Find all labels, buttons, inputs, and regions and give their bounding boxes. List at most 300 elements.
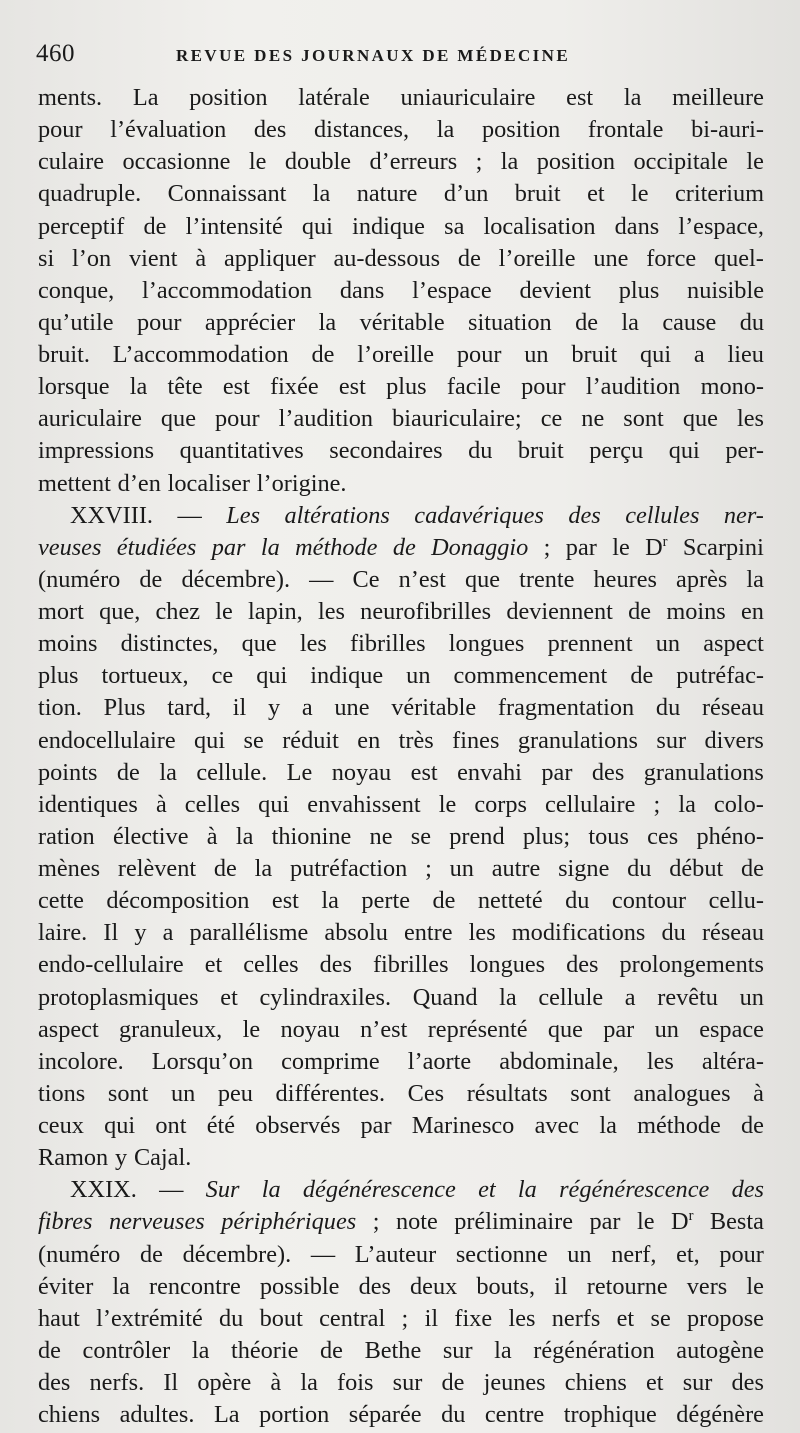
word: observés bbox=[255, 1112, 341, 1139]
word: et bbox=[646, 1369, 664, 1396]
text-line bbox=[38, 885, 764, 917]
word: conque, bbox=[38, 276, 115, 304]
word: sont bbox=[623, 405, 664, 433]
word: l’audition bbox=[585, 373, 681, 401]
word: fines bbox=[452, 726, 500, 754]
word: cellule bbox=[538, 983, 604, 1011]
word: de bbox=[38, 1336, 61, 1364]
word: à bbox=[753, 1079, 764, 1107]
word: XXVIII. bbox=[70, 501, 153, 529]
word: une bbox=[334, 694, 370, 722]
word: la bbox=[321, 887, 339, 915]
text-line bbox=[38, 146, 764, 178]
word: et bbox=[478, 1176, 496, 1204]
word: que bbox=[160, 405, 196, 433]
word: fibres bbox=[38, 1208, 93, 1236]
word: contour bbox=[611, 887, 687, 915]
word: endocellulaire bbox=[38, 726, 176, 754]
word: prennent bbox=[547, 630, 633, 658]
word: il bbox=[232, 694, 247, 722]
word: autogène bbox=[676, 1336, 764, 1364]
word: un bbox=[567, 1240, 592, 1268]
text-line bbox=[38, 1399, 764, 1431]
word: la bbox=[261, 1176, 281, 1204]
text-line bbox=[38, 435, 764, 467]
word: portion bbox=[259, 1401, 330, 1429]
word: les bbox=[508, 1304, 536, 1332]
word: ; bbox=[653, 790, 661, 818]
word: Besta bbox=[709, 1208, 764, 1236]
text-line bbox=[38, 114, 764, 146]
word: étudiées bbox=[116, 533, 197, 561]
word: l’extrémité bbox=[96, 1304, 203, 1332]
word: L’auteur bbox=[354, 1240, 437, 1268]
word: réduit bbox=[282, 726, 339, 754]
word: tion. bbox=[38, 694, 82, 722]
word: prolongements bbox=[619, 951, 764, 979]
word: il bbox=[424, 1304, 439, 1332]
word: l’on bbox=[72, 244, 112, 272]
word: un bbox=[654, 1015, 679, 1043]
word: des bbox=[591, 758, 625, 786]
word: le bbox=[248, 148, 267, 176]
word: si bbox=[38, 244, 55, 272]
word: cellulaire bbox=[545, 790, 636, 818]
word: incolore. bbox=[38, 1047, 124, 1075]
word: d’un bbox=[443, 180, 489, 208]
word: bruit bbox=[571, 341, 618, 368]
word: (numéro bbox=[38, 565, 121, 593]
word: situation bbox=[468, 308, 552, 336]
word: occasionne bbox=[122, 148, 231, 176]
word: position bbox=[189, 84, 268, 111]
word: vers bbox=[686, 1272, 728, 1300]
word: endo-cellulaire bbox=[38, 951, 184, 979]
word: longues bbox=[469, 951, 546, 979]
word: moins bbox=[38, 630, 98, 658]
word: n’est bbox=[360, 1015, 408, 1043]
word: granulations bbox=[517, 726, 638, 754]
word: est bbox=[338, 373, 366, 401]
word: qui bbox=[301, 212, 333, 240]
word: éviter bbox=[38, 1272, 94, 1300]
word: altérations bbox=[284, 501, 390, 529]
word: trophique bbox=[563, 1401, 657, 1429]
text-line bbox=[38, 564, 764, 596]
word: granuleux, bbox=[119, 1015, 223, 1043]
word: protoplasmiques bbox=[38, 983, 199, 1011]
word: l’espace, bbox=[678, 212, 764, 240]
word: par bbox=[589, 1208, 621, 1236]
word: haut bbox=[38, 1304, 80, 1332]
word: d’en bbox=[117, 469, 161, 497]
word: bruit bbox=[517, 437, 564, 465]
word: fibrilles bbox=[372, 951, 449, 979]
word: pour bbox=[38, 116, 83, 144]
word: des bbox=[358, 1272, 391, 1300]
word: le bbox=[242, 1015, 261, 1043]
word: ration bbox=[38, 822, 95, 850]
word: des bbox=[38, 1369, 71, 1396]
word: décembre). bbox=[182, 1240, 292, 1268]
word: dégénérescence bbox=[302, 1176, 456, 1204]
word: d’erreurs bbox=[369, 148, 458, 176]
word: a bbox=[624, 983, 636, 1011]
word: ne bbox=[369, 822, 393, 850]
word: Bethe bbox=[364, 1336, 422, 1364]
word: après bbox=[676, 565, 728, 593]
word: nerf, bbox=[611, 1240, 657, 1268]
word: contrôler bbox=[82, 1336, 171, 1364]
word: trente bbox=[519, 565, 575, 593]
word: la bbox=[129, 373, 148, 401]
word: perçu bbox=[589, 437, 644, 465]
word: bruit. bbox=[38, 341, 90, 368]
word: double bbox=[284, 148, 352, 176]
word: comprime bbox=[281, 1047, 380, 1075]
word: se bbox=[410, 822, 431, 850]
text-line bbox=[38, 1303, 764, 1335]
word: plus bbox=[386, 373, 427, 401]
text-line bbox=[38, 307, 764, 339]
text-line bbox=[38, 500, 764, 532]
text-line bbox=[38, 949, 764, 981]
text-line bbox=[38, 178, 764, 210]
word: ceux bbox=[38, 1112, 84, 1139]
word: un bbox=[170, 1079, 196, 1107]
word: la bbox=[260, 533, 280, 561]
word: la bbox=[746, 565, 764, 593]
word: central bbox=[319, 1304, 386, 1332]
word: La bbox=[132, 84, 159, 111]
word: adultes. bbox=[119, 1401, 195, 1429]
word: ; bbox=[543, 533, 551, 561]
word: le bbox=[746, 1272, 764, 1300]
text-line bbox=[38, 1367, 764, 1399]
word: biauriculaire; bbox=[392, 405, 522, 433]
word: parallélisme bbox=[189, 919, 309, 947]
text-line bbox=[38, 757, 764, 789]
word: se bbox=[243, 726, 264, 754]
word: des bbox=[566, 951, 599, 979]
word: jeunes bbox=[483, 1369, 546, 1396]
word: Il bbox=[163, 1369, 179, 1396]
word: de bbox=[139, 565, 163, 593]
word: très bbox=[398, 726, 434, 754]
word: nature bbox=[356, 180, 418, 208]
word: Les bbox=[226, 501, 261, 529]
word: aspect bbox=[38, 1015, 99, 1043]
word: de bbox=[320, 1336, 343, 1364]
word: qui bbox=[194, 726, 226, 754]
text-line bbox=[38, 468, 764, 500]
word: localisation bbox=[483, 212, 596, 240]
text-line bbox=[38, 339, 764, 371]
word: pour bbox=[215, 405, 260, 433]
word: note bbox=[395, 1208, 438, 1236]
word: une bbox=[593, 244, 629, 272]
word: préliminaire bbox=[454, 1208, 573, 1236]
word: envahi bbox=[457, 758, 522, 786]
word: est bbox=[271, 887, 299, 915]
word: de bbox=[139, 1240, 163, 1268]
word: les bbox=[468, 919, 496, 947]
word: la bbox=[599, 1112, 617, 1139]
word: avec bbox=[534, 1112, 580, 1139]
word: le bbox=[746, 148, 764, 176]
word: décomposition bbox=[106, 887, 250, 915]
word: ce bbox=[211, 662, 234, 690]
word: des bbox=[319, 951, 352, 979]
word: à bbox=[195, 244, 207, 272]
word: force bbox=[646, 244, 697, 272]
word: cause bbox=[662, 308, 717, 336]
word: sont bbox=[570, 1079, 611, 1107]
word: nuisible bbox=[687, 276, 764, 304]
word: de bbox=[392, 533, 416, 561]
word: putréfac- bbox=[676, 662, 764, 690]
word: pour bbox=[456, 341, 502, 368]
word: ; bbox=[401, 1304, 409, 1332]
word: fixée bbox=[270, 373, 319, 401]
word: des bbox=[731, 1176, 764, 1204]
word: distances, bbox=[313, 116, 410, 144]
word: (numéro bbox=[38, 1240, 121, 1268]
word: tous bbox=[588, 822, 629, 850]
word: ; bbox=[425, 855, 432, 882]
text-line bbox=[38, 403, 764, 435]
word: du bbox=[627, 855, 652, 882]
word: cellule. bbox=[196, 758, 268, 786]
text-line bbox=[38, 243, 764, 275]
word: nerfs. bbox=[89, 1369, 145, 1396]
word: réseau bbox=[701, 694, 764, 722]
word: moins bbox=[666, 598, 726, 625]
word: par bbox=[541, 758, 573, 786]
word: frontale bbox=[587, 116, 664, 144]
text-line bbox=[38, 821, 764, 853]
word: culaire bbox=[38, 148, 105, 176]
word: a bbox=[693, 341, 705, 368]
word: du bbox=[661, 919, 686, 947]
word: meilleure bbox=[672, 84, 764, 111]
word: l’évaluation bbox=[110, 116, 227, 144]
word: au-dessous bbox=[333, 244, 441, 272]
word: nerveuses bbox=[108, 1208, 205, 1236]
word: colo- bbox=[713, 790, 764, 818]
word: plus; bbox=[522, 822, 571, 850]
word: points bbox=[38, 758, 98, 786]
word: perceptif bbox=[38, 212, 125, 240]
word: Marinesco bbox=[411, 1112, 515, 1139]
word: impressions bbox=[38, 437, 155, 465]
word: tions bbox=[38, 1079, 86, 1107]
word: a bbox=[162, 919, 174, 947]
word: du bbox=[468, 437, 493, 465]
word: régénérescence bbox=[559, 1176, 710, 1204]
word: dégénère bbox=[676, 1401, 764, 1429]
word: localiser bbox=[167, 469, 250, 497]
word: — bbox=[309, 565, 334, 593]
word: la bbox=[623, 84, 642, 111]
word: dans bbox=[614, 212, 660, 240]
word: qu’utile bbox=[38, 308, 114, 336]
word: par bbox=[360, 1112, 392, 1139]
word: du bbox=[219, 1304, 244, 1332]
word: quantitatives bbox=[179, 437, 304, 465]
word: $D^r$ bbox=[645, 533, 668, 561]
word: aspect bbox=[703, 630, 764, 658]
word: de bbox=[575, 308, 599, 336]
word: latérale bbox=[298, 84, 370, 111]
word: — bbox=[310, 1240, 336, 1268]
word: la bbox=[112, 1272, 130, 1300]
word: la bbox=[254, 855, 273, 882]
word: en bbox=[740, 598, 764, 625]
word: se bbox=[650, 1304, 671, 1332]
word: ments. bbox=[38, 84, 103, 111]
word: le bbox=[215, 598, 233, 625]
word: décembre). bbox=[181, 565, 291, 593]
word: l’origine. bbox=[256, 469, 347, 497]
word: secondaires bbox=[329, 437, 443, 465]
word: et bbox=[587, 180, 605, 208]
word: été bbox=[206, 1112, 236, 1139]
word: analogues bbox=[633, 1079, 731, 1107]
word: retourne bbox=[586, 1272, 668, 1300]
word: indique bbox=[352, 212, 425, 240]
word: par bbox=[603, 1015, 635, 1043]
word: envahissent bbox=[307, 790, 421, 818]
word: ce bbox=[540, 405, 563, 433]
superscript: r bbox=[662, 533, 668, 550]
word: Lorsqu’on bbox=[151, 1047, 254, 1075]
word: un bbox=[655, 630, 681, 658]
word: commencement bbox=[453, 662, 608, 690]
text-line bbox=[38, 982, 764, 1014]
word: dans bbox=[339, 276, 385, 304]
word: relèvent bbox=[117, 855, 197, 882]
word: de bbox=[741, 1112, 764, 1139]
word: criterium bbox=[674, 180, 764, 208]
word: bruit bbox=[514, 180, 561, 208]
word: l’oreille bbox=[498, 244, 576, 272]
word: cellules bbox=[625, 501, 700, 529]
word: de bbox=[213, 855, 237, 882]
word: espace bbox=[699, 1015, 764, 1043]
word: l’aorte bbox=[407, 1047, 472, 1075]
word: thionine bbox=[271, 822, 352, 850]
word: qui bbox=[104, 1112, 136, 1139]
word: prend bbox=[449, 822, 505, 850]
word: sur bbox=[682, 1369, 713, 1396]
text-line bbox=[38, 1206, 764, 1238]
body-text bbox=[38, 82, 764, 1431]
word: occipitale bbox=[633, 148, 728, 176]
word: auriculaire bbox=[38, 405, 142, 433]
word: deux bbox=[410, 1272, 458, 1300]
text-line bbox=[38, 692, 764, 724]
text-line bbox=[38, 1110, 764, 1142]
word: ; bbox=[475, 148, 483, 176]
word: le bbox=[631, 180, 649, 208]
word: distinctes, bbox=[120, 630, 219, 658]
word: altéra- bbox=[701, 1047, 764, 1075]
word: facile bbox=[446, 373, 501, 401]
word: fibrilles bbox=[350, 630, 426, 658]
word: que bbox=[464, 565, 501, 593]
word: élective bbox=[112, 822, 189, 850]
word: La bbox=[213, 1401, 240, 1429]
word: qui bbox=[668, 437, 700, 465]
word: de bbox=[630, 662, 654, 690]
word: sur bbox=[392, 1369, 423, 1396]
word: début bbox=[669, 855, 724, 882]
word: du bbox=[565, 887, 590, 915]
word: per- bbox=[725, 437, 764, 465]
text-line bbox=[38, 82, 764, 114]
word: ces bbox=[647, 822, 679, 850]
word: XXIX. bbox=[70, 1176, 137, 1204]
word: Sur bbox=[205, 1176, 240, 1204]
word: par bbox=[565, 533, 597, 561]
word: lieu bbox=[727, 341, 764, 368]
word: Ce bbox=[352, 565, 380, 593]
word: fois bbox=[337, 1369, 374, 1396]
text-line bbox=[38, 211, 764, 243]
word: par bbox=[211, 533, 246, 561]
word: Donaggio bbox=[431, 533, 529, 561]
text-line bbox=[38, 628, 764, 660]
word: théorie bbox=[230, 1336, 299, 1364]
word: de bbox=[441, 1369, 465, 1396]
word: qui bbox=[258, 790, 290, 818]
word: uniauriculaire bbox=[400, 84, 536, 111]
word: centre bbox=[484, 1401, 545, 1429]
text-line bbox=[38, 596, 764, 628]
word: peu bbox=[217, 1079, 253, 1107]
superscript: r bbox=[688, 1208, 694, 1225]
page-header bbox=[36, 40, 764, 74]
word: la bbox=[436, 116, 455, 144]
text-line bbox=[38, 1046, 764, 1078]
word: à bbox=[270, 1369, 282, 1396]
word: ner- bbox=[723, 501, 764, 529]
word: tard, bbox=[167, 694, 212, 722]
word: a bbox=[301, 694, 313, 722]
word: y bbox=[268, 694, 281, 722]
word: de bbox=[628, 598, 652, 625]
word: plus bbox=[618, 276, 660, 304]
word: la bbox=[191, 1336, 210, 1364]
word: sectionne bbox=[455, 1240, 548, 1268]
word: l’espace bbox=[412, 276, 492, 304]
word: périphériques bbox=[221, 1208, 357, 1236]
word: rencontre bbox=[149, 1272, 241, 1300]
word: fragmentation bbox=[497, 694, 635, 722]
word: la bbox=[621, 308, 639, 336]
word: la bbox=[517, 1176, 537, 1204]
text-line bbox=[38, 1078, 764, 1110]
word: fixe bbox=[454, 1304, 493, 1332]
word: du bbox=[655, 694, 681, 722]
word: la bbox=[312, 180, 331, 208]
word: devient bbox=[519, 276, 591, 304]
word: putréfaction bbox=[289, 855, 408, 882]
text-line bbox=[38, 789, 764, 821]
word: Cajal. bbox=[133, 1144, 192, 1172]
word: méthode bbox=[637, 1112, 721, 1139]
